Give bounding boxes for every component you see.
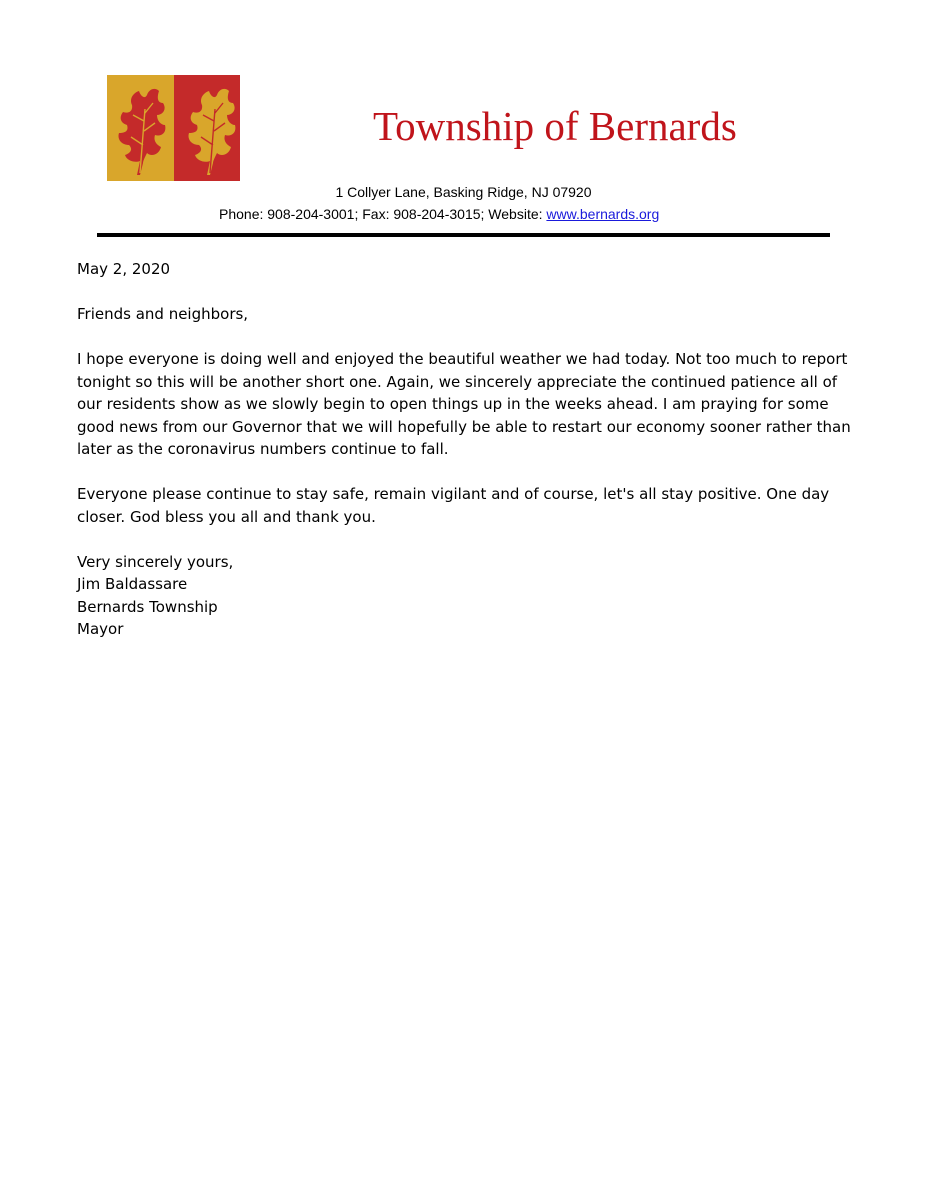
signer-title: Mayor [77,620,124,638]
letter-date: May 2, 2020 [77,260,171,278]
signer-org: Bernards Township [77,597,218,616]
letter-salutation: Friends and neighbors, [77,305,249,323]
closing: Very sincerely yours, [77,552,234,571]
letterhead-address [0,183,927,201]
letter-paragraph: I hope everyone is doing well and enjoyed the beautiful weather we had today. Not too much to report tonight so this will be another short one. Again, we sincerely appreciate the continued patience all of our residents show as we slowly begin to open things up in the weeks ahead. I am praying for some good news from our Governor that we will hopefully be able to restart our economy sooner rather than later as the coronavirus numbers continue to fall. [77,350,851,458]
letter-paragraph: Everyone please continue to stay safe, remain vigilant and of course, let's all stay positive. One day closer. God bless you all and thank you. [77,485,830,526]
header-divider [97,233,830,237]
letter-signature [77,551,857,641]
letterhead-contact [219,205,659,223]
signer-name: Jim Baldassare [77,575,188,593]
website-link[interactable]: www.bernards.org [546,206,660,222]
letterhead-title: Township of Bernards [373,103,737,149]
letter-body [77,258,857,641]
address-text: 1 Collyer Lane, Basking Ridge, NJ 07920 [335,184,592,200]
township-logo [107,75,240,181]
contact-text: Phone: 908-204-3001; Fax: 908-204-3015; Website: [219,206,547,222]
